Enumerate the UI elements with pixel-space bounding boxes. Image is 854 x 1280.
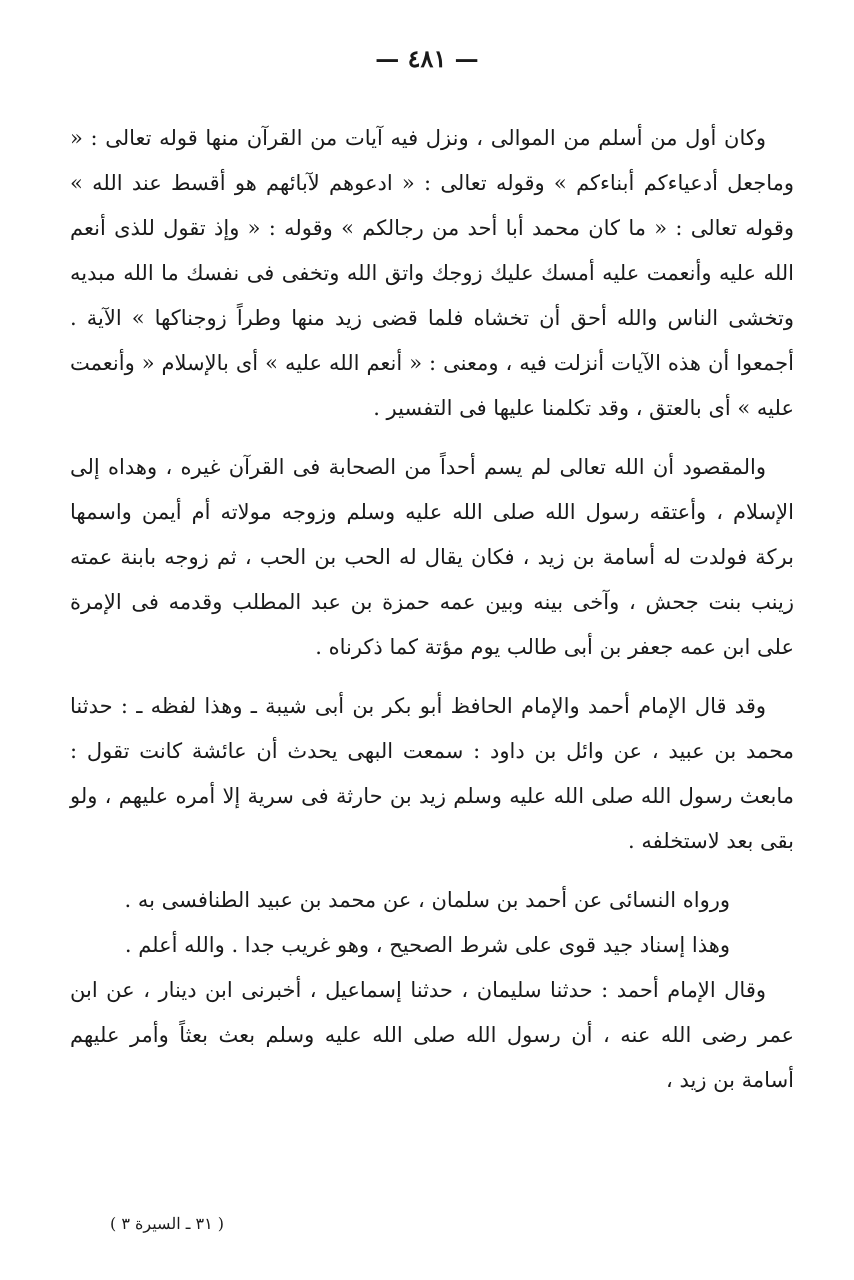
page-number: — ٤٨١ — [375, 44, 479, 73]
paragraph-nasai-narration: ورواه النسائى عن أحمد بن سلمان ، عن محمد بن عبيد الطنافسى به . [124, 888, 730, 912]
body-text [70, 116, 794, 1103]
paragraph-hadith-ibn-umar: وقال الإمام أحمد : حدثنا سليمان ، حدثنا إسماعيل ، أخبرنى ابن دينار ، عن ابن عمر رضى الله عنه ، أن رسول الله صلى الله عليه وسلم بعث بعثاً وأمر عليهم أسامة بن زيد ، [70, 978, 794, 1092]
paragraph-zayd-merits: والمقصود أن الله تعالى لم يسم أحداً من الصحابة فى القرآن غيره ، وهداه إلى الإسلام ، وأعتقه رسول الله صلى الله عليه وسلم وزوجه مولاته أم أيمن واسمها بركة فولدت له أسامة بن زيد ، فكان يقال له الحب بن الحب ، ثم زوجه بابنة عمته زينب بنت جحش ، وآخى بينه وبين عمه حمزة بن عبد المطلب وقدمه فى الإمرة على ابن عمه جعفر بن أبى طالب يوم مؤتة كما ذكرناه . [70, 455, 794, 659]
footer-signature-reference: ( ٣١ ـ السيرة ٣ ) [110, 1214, 225, 1233]
paragraph-isnad-grading: وهذا إسناد جيد قوى على شرط الصحيح ، وهو غريب جدا . والله أعلم . [124, 933, 730, 957]
paragraph-hadith-aisha: وقد قال الإمام أحمد والإمام الحافظ أبو بكر بن أبى شيبة ـ وهذا لفظه ـ : حدثنا محمد بن عبيد ، عن وائل بن داود : سمعت البهى يحدث أن عائشة كانت تقول : مابعث رسول الله صلى الله عليه وسلم زيد بن حارثة فى سرية إلا أمره عليهم ، ولو بقى بعد لاستخلفه . [70, 694, 794, 853]
paragraph-zayd-quran-verses: وكان أول من أسلم من الموالى ، ونزل فيه آيات من القرآن منها قوله تعالى : « وماجعل أدعياءكم أبناءكم » وقوله تعالى : « ادعوهم لآبائهم هو أقسط عند الله » وقوله تعالى : « ما كان محمد أبا أحد من رجالكم » وقوله : « وإذ تقول للذى أنعم الله عليه وأنعمت عليه أمسك عليك زوجك واتق الله وتخفى فى نفسك ما الله مبديه وتخشى الناس والله أحق أن تخشاه فلما قضى زيد منها وطراً زوجناكها » الآية . أجمعوا أن هذه الآيات أنزلت فيه ، ومعنى : « أنعم الله عليه » أى بالإسلام « وأنعمت عليه » أى بالعتق ، وقد تكلمنا عليها فى التفسير . [70, 126, 794, 420]
